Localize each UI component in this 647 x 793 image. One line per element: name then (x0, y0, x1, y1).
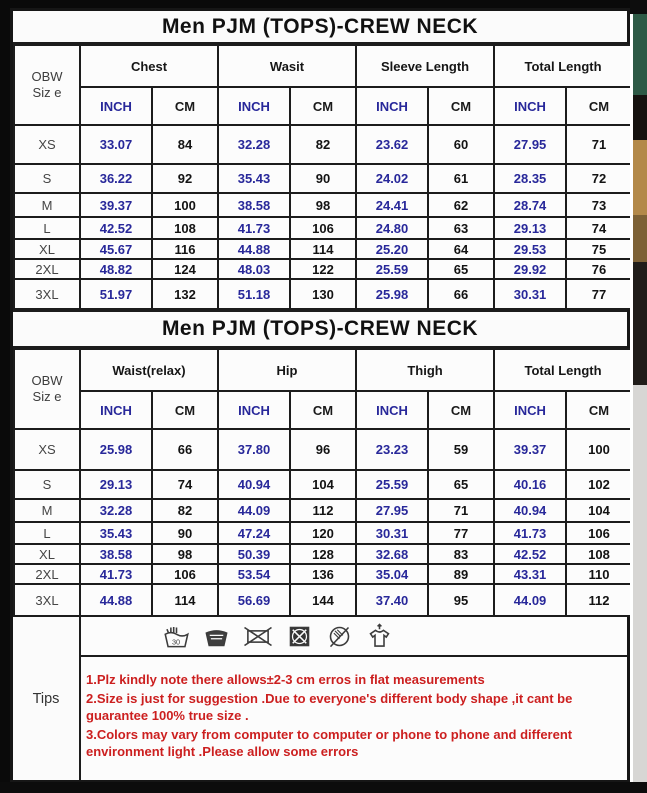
photo-sliver-segment (633, 215, 647, 262)
cm-value-cell: 106 (290, 217, 356, 239)
inch-value-cell: 40.16 (494, 470, 566, 499)
inch-value-cell: 40.94 (494, 499, 566, 522)
cm-value-cell: 106 (566, 522, 632, 544)
cm-value-cell: 98 (290, 193, 356, 217)
care-and-tips (81, 617, 627, 780)
size-cell: S (14, 470, 80, 499)
table-row (14, 544, 632, 564)
inch-value-cell: 23.23 (356, 429, 428, 470)
photo-sliver-segment (633, 385, 647, 783)
table-row (14, 217, 632, 239)
unit-cm-header: CM (428, 391, 494, 429)
cm-value-cell: 66 (428, 279, 494, 309)
photo-sliver-segment (633, 262, 647, 385)
inch-value-cell: 30.31 (356, 522, 428, 544)
cm-value-cell: 112 (566, 584, 632, 616)
cm-value-cell: 124 (152, 259, 218, 279)
cm-value-cell: 130 (290, 279, 356, 309)
inch-value-cell: 25.59 (356, 259, 428, 279)
unit-inch-header: INCH (80, 391, 152, 429)
do-not-dry-clean-icon (326, 623, 353, 650)
cm-value-cell: 66 (152, 429, 218, 470)
unit-cm-header: CM (290, 391, 356, 429)
unit-cm-header: CM (428, 87, 494, 125)
cm-value-cell: 95 (428, 584, 494, 616)
table1-measurements (13, 44, 633, 310)
unit-inch-header: INCH (218, 391, 290, 429)
tip-line: 3.Colors may vary from computer to computer or phone to phone and different environment light .Please allow some errors (86, 726, 573, 760)
cm-value-cell: 136 (290, 564, 356, 584)
table2-unit-header-row (14, 391, 632, 429)
cm-value-cell: 73 (566, 193, 632, 217)
cm-value-cell: 76 (566, 259, 632, 279)
inch-value-cell: 38.58 (218, 193, 290, 217)
inch-value-cell: 41.73 (80, 564, 152, 584)
table-row (14, 429, 632, 470)
inch-value-cell: 45.67 (80, 239, 152, 259)
cm-value-cell: 110 (566, 564, 632, 584)
table-row (14, 499, 632, 522)
size-cell: XS (14, 125, 80, 164)
inch-value-cell: 33.07 (80, 125, 152, 164)
table-row (14, 239, 632, 259)
cm-value-cell: 122 (290, 259, 356, 279)
size-cell: 2XL (14, 564, 80, 584)
size-cell: 2XL (14, 259, 80, 279)
inch-value-cell: 43.31 (494, 564, 566, 584)
tips-text (81, 657, 627, 780)
photo-sliver-segment (633, 14, 647, 95)
inch-value-cell: 24.41 (356, 193, 428, 217)
cm-value-cell: 108 (152, 217, 218, 239)
inch-value-cell: 32.28 (218, 125, 290, 164)
inch-value-cell: 36.22 (80, 164, 152, 193)
size-cell: L (14, 522, 80, 544)
table-row (14, 193, 632, 217)
svg-text:30: 30 (172, 636, 181, 646)
inch-value-cell: 30.31 (494, 279, 566, 309)
inch-value-cell: 27.95 (356, 499, 428, 522)
inch-value-cell: 23.62 (356, 125, 428, 164)
inch-value-cell: 25.98 (356, 279, 428, 309)
inch-value-cell: 50.39 (218, 544, 290, 564)
cm-value-cell: 116 (152, 239, 218, 259)
inch-value-cell: 38.58 (80, 544, 152, 564)
inch-value-cell: 40.94 (218, 470, 290, 499)
unit-inch-header: INCH (356, 87, 428, 125)
size-cell: XL (14, 239, 80, 259)
cm-value-cell: 74 (566, 217, 632, 239)
inch-value-cell: 37.80 (218, 429, 290, 470)
inch-value-cell: 35.43 (218, 164, 290, 193)
cm-value-cell: 132 (152, 279, 218, 309)
cm-value-cell: 84 (152, 125, 218, 164)
cm-value-cell: 65 (428, 259, 494, 279)
cm-value-cell: 71 (428, 499, 494, 522)
inch-value-cell: 29.13 (80, 470, 152, 499)
inch-value-cell: 39.37 (80, 193, 152, 217)
unit-inch-header: INCH (494, 391, 566, 429)
cm-value-cell: 106 (152, 564, 218, 584)
table2-group-total-length: Total Length (494, 349, 632, 391)
table1-size-header (14, 45, 80, 125)
cm-value-cell: 61 (428, 164, 494, 193)
table1-title: Men PJM (TOPS)-CREW NECK (13, 11, 627, 44)
size-header-line1: OBW (31, 68, 63, 84)
inch-value-cell: 25.98 (80, 429, 152, 470)
inch-value-cell: 41.73 (494, 522, 566, 544)
size-header-line2: Siz e (32, 85, 62, 100)
cm-value-cell: 108 (566, 544, 632, 564)
table1-group-waist: Wasit (218, 45, 356, 87)
size-cell: 3XL (14, 584, 80, 616)
bottom-section (13, 617, 627, 780)
size-cell: 3XL (14, 279, 80, 309)
cm-value-cell: 98 (152, 544, 218, 564)
table1-group-chest: Chest (80, 45, 218, 87)
inch-value-cell: 37.40 (356, 584, 428, 616)
cm-value-cell: 92 (152, 164, 218, 193)
inch-value-cell: 35.43 (80, 522, 152, 544)
cm-value-cell: 75 (566, 239, 632, 259)
table2-size-header (14, 349, 80, 429)
table2-measurements (13, 348, 633, 617)
unit-cm-header: CM (566, 391, 632, 429)
size-chart-panel (10, 8, 630, 783)
inch-value-cell: 44.88 (80, 584, 152, 616)
cm-value-cell: 90 (152, 522, 218, 544)
cm-value-cell: 63 (428, 217, 494, 239)
table2-title: Men PJM (TOPS)-CREW NECK (13, 310, 627, 348)
table2-group-hip: Hip (218, 349, 356, 391)
cm-value-cell: 62 (428, 193, 494, 217)
inch-value-cell: 47.24 (218, 522, 290, 544)
inch-value-cell: 51.18 (218, 279, 290, 309)
cm-value-cell: 82 (152, 499, 218, 522)
tip-line: 2.Size is just for suggestion .Due to everyone's different body shape ,it cant be guarantee 100% true size . (86, 690, 573, 724)
size-cell: M (14, 193, 80, 217)
care-symbols-row (81, 617, 627, 657)
inch-value-cell: 24.80 (356, 217, 428, 239)
inch-value-cell: 53.54 (218, 564, 290, 584)
cm-value-cell: 71 (566, 125, 632, 164)
inch-value-cell: 28.74 (494, 193, 566, 217)
table-row (14, 164, 632, 193)
table-row (14, 564, 632, 584)
adjacent-photo-sliver (630, 0, 647, 793)
table1-unit-header-row (14, 87, 632, 125)
inch-value-cell: 56.69 (218, 584, 290, 616)
table2-group-header-row (14, 349, 632, 391)
cm-value-cell: 120 (290, 522, 356, 544)
inch-value-cell: 44.09 (218, 499, 290, 522)
unit-inch-header: INCH (218, 87, 290, 125)
inch-value-cell: 35.04 (356, 564, 428, 584)
inch-value-cell: 28.35 (494, 164, 566, 193)
cm-value-cell: 114 (290, 239, 356, 259)
inch-value-cell: 29.92 (494, 259, 566, 279)
cm-value-cell: 96 (290, 429, 356, 470)
inch-value-cell: 24.02 (356, 164, 428, 193)
table-row (14, 279, 632, 309)
cm-value-cell: 77 (566, 279, 632, 309)
unit-cm-header: CM (290, 87, 356, 125)
inch-value-cell: 27.95 (494, 125, 566, 164)
inch-value-cell: 42.52 (80, 217, 152, 239)
inch-value-cell: 48.03 (218, 259, 290, 279)
size-cell: S (14, 164, 80, 193)
size-header-line2: Siz e (32, 389, 62, 404)
unit-inch-header: INCH (356, 391, 428, 429)
inch-value-cell: 41.73 (218, 217, 290, 239)
unit-inch-header: INCH (80, 87, 152, 125)
inch-value-cell: 25.59 (356, 470, 428, 499)
table-row (14, 470, 632, 499)
unit-cm-header: CM (152, 87, 218, 125)
cm-value-cell: 102 (566, 470, 632, 499)
cm-value-cell: 144 (290, 584, 356, 616)
cm-value-cell: 104 (566, 499, 632, 522)
cm-value-cell: 104 (290, 470, 356, 499)
cm-value-cell: 89 (428, 564, 494, 584)
inch-value-cell: 32.28 (80, 499, 152, 522)
cm-value-cell: 83 (428, 544, 494, 564)
cm-value-cell: 100 (152, 193, 218, 217)
cm-value-cell: 74 (152, 470, 218, 499)
unit-cm-header: CM (566, 87, 632, 125)
cm-value-cell: 64 (428, 239, 494, 259)
table1-group-sleeve-length: Sleeve Length (356, 45, 494, 87)
do-not-tumble-dry-icon (286, 623, 313, 650)
cm-value-cell: 60 (428, 125, 494, 164)
table-row (14, 584, 632, 616)
table1-group-total-length: Total Length (494, 45, 632, 87)
cm-value-cell: 59 (428, 429, 494, 470)
cm-value-cell: 82 (290, 125, 356, 164)
tip-line: 1.Plz kindly note there allows±2-3 cm erros in flat measurements (86, 672, 485, 687)
unit-inch-header: INCH (494, 87, 566, 125)
inch-value-cell: 44.88 (218, 239, 290, 259)
do-not-iron-icon (243, 623, 273, 650)
size-cell: XL (14, 544, 80, 564)
inch-value-cell: 44.09 (494, 584, 566, 616)
unit-cm-header: CM (152, 391, 218, 429)
inch-value-cell: 25.20 (356, 239, 428, 259)
size-cell: XS (14, 429, 80, 470)
inch-value-cell: 39.37 (494, 429, 566, 470)
inch-value-cell: 51.97 (80, 279, 152, 309)
inch-value-cell: 48.82 (80, 259, 152, 279)
table2-group-thigh: Thigh (356, 349, 494, 391)
size-cell: M (14, 499, 80, 522)
inch-value-cell: 42.52 (494, 544, 566, 564)
hang-dry-icon (366, 623, 393, 650)
inch-value-cell: 29.13 (494, 217, 566, 239)
hand-wash-icon (163, 623, 190, 650)
cm-value-cell: 128 (290, 544, 356, 564)
cm-value-cell: 114 (152, 584, 218, 616)
photo-sliver-segment (633, 140, 647, 215)
photo-sliver-segment (633, 95, 647, 140)
size-cell: L (14, 217, 80, 239)
bottom-border-bar (0, 782, 647, 793)
cm-value-cell: 100 (566, 429, 632, 470)
cm-value-cell: 77 (428, 522, 494, 544)
wash-basin-icon (203, 623, 230, 650)
cm-value-cell: 90 (290, 164, 356, 193)
cm-value-cell: 72 (566, 164, 632, 193)
photo-sliver-segment (630, 0, 647, 14)
cm-value-cell: 65 (428, 470, 494, 499)
table-row (14, 522, 632, 544)
table1-group-header-row (14, 45, 632, 87)
table2-group-waist-relax: Waist(relax) (80, 349, 218, 391)
inch-value-cell: 32.68 (356, 544, 428, 564)
size-header-line1: OBW (31, 372, 63, 388)
table-row (14, 259, 632, 279)
cm-value-cell: 112 (290, 499, 356, 522)
inch-value-cell: 29.53 (494, 239, 566, 259)
tips-label: Tips (13, 617, 81, 780)
table-row (14, 125, 632, 164)
